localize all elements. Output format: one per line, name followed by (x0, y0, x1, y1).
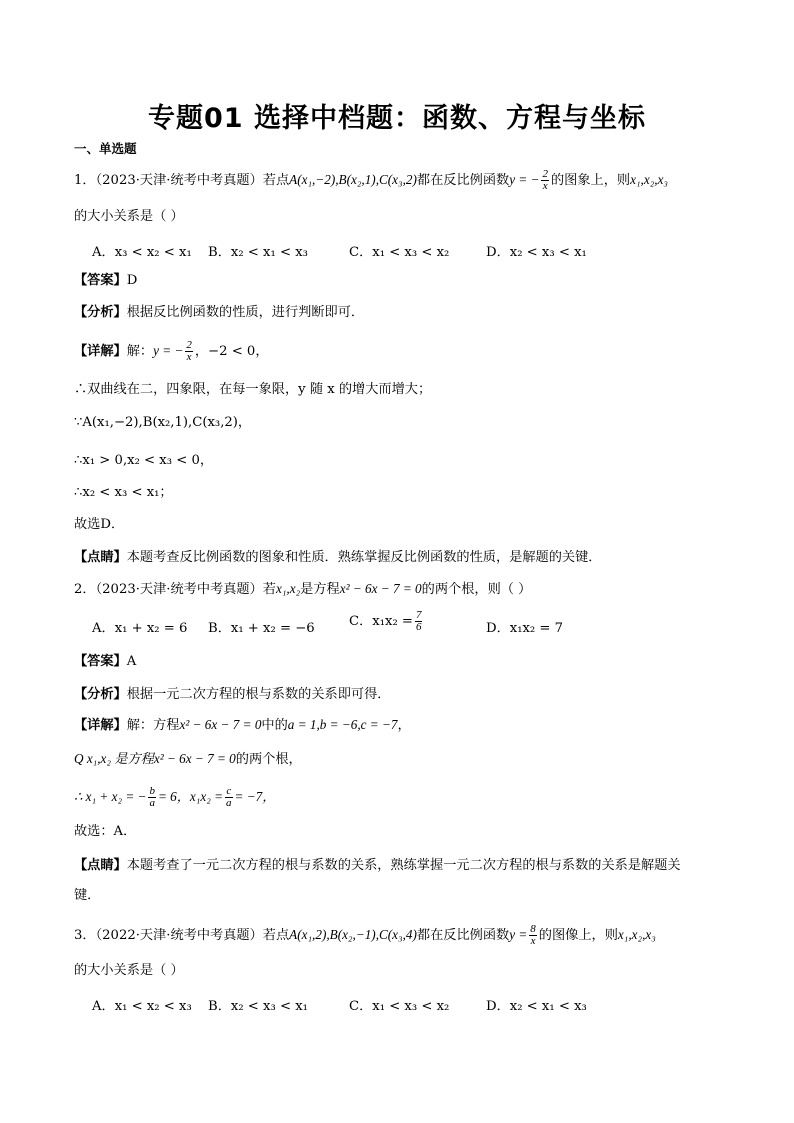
q2-analysis: 【分析】根据一元二次方程的根与系数的关系即可得． (74, 687, 391, 702)
q2-answer: 【答案】A (74, 654, 137, 669)
q1-answer: 【答案】D (74, 273, 138, 288)
question-1-stem-cont: 的大小关系是（ ） (74, 209, 184, 224)
q1-analysis: 【分析】根据反比例函数的性质，进行判断即可． (74, 305, 365, 320)
q3-option-a: A．x₁ < x₂ < x₃ (92, 999, 192, 1014)
fraction: $\frac{c}{a}$ (226, 785, 232, 809)
question-2-stem: 2．（2023·天津·统考中考真题）若x₁,x₂是方程x² − 6x − 7 = 0的两个根，则（ ） (74, 581, 532, 597)
q3-option-b: B．x₂ < x₃ < x₁ (208, 999, 308, 1014)
fraction: $\frac{2}{x}$ (542, 168, 548, 192)
q1-comment: 【点睛】本题考查反比例函数的图象和性质．熟练掌握反比例函数的性质，是解题的关键． (74, 550, 602, 565)
fraction: $\frac{b}{a}$ (149, 785, 155, 809)
q1-step-1: ∴双曲线在二，四象限，在每一象限，y 随 x 的增大而增大； (74, 382, 432, 397)
q3-option-c: C．x₁ < x₃ < x₂ (349, 999, 450, 1014)
q1-step-5: 故选D． (74, 517, 125, 532)
q1-step-4: ∴x₂ < x₃ < x₁； (74, 485, 173, 500)
q2-comment-cont: 键． (74, 888, 101, 903)
q1-option-b: B．x₂ < x₁ < x₃ (208, 245, 308, 260)
q3-option-d: D．x₂ < x₁ < x₃ (486, 999, 587, 1014)
q2-option-c: C．x₁x₂ = $\frac{7}{6}$ (349, 609, 422, 633)
question-3-stem: 3．（2022·天津·统考中考真题）若点A(x₁,2),B(x₂,−1),C(x₃,4)都在反比例函数y = $\frac{8}{x}$ 的图像上，则x₁,x₂,x₃ (74, 923, 656, 947)
q1-detail: 【详解】解：y = − $\frac{2}{x}$ ，−2 < 0， (74, 339, 269, 363)
q1-option-a: A．x₃ < x₂ < x₁ (92, 245, 192, 260)
q2-option-a: A．x₁ + x₂ = 6 (92, 621, 188, 636)
q2-comment: 【点睛】本题考查了一元二次方程的根与系数的关系，熟练掌握一元二次方程的根与系数的关系是解题关 (74, 858, 681, 873)
page-title: 专题01 选择中档题：函数、方程与坐标 (148, 103, 646, 134)
q2-option-d: D．x₁x₂ = 7 (486, 621, 564, 636)
question-3-stem-cont: 的大小关系是（ ） (74, 963, 184, 978)
q2-step-1: Q x₁,x₂ 是方程x² − 6x − 7 = 0的两个根， (74, 751, 302, 767)
fraction: $\frac{8}{x}$ (530, 923, 536, 947)
q2-step-2: ∴ x₁ + x₂ = − $\frac{b}{a}$ = 6，x₁x₂ = $\frac{c}{a}$ = −7， (74, 785, 276, 809)
q1-step-2: ∵A(x₁,−2),B(x₂,1),C(x₃,2)， (74, 415, 252, 430)
q1-option-d: D．x₂ < x₃ < x₁ (486, 245, 587, 260)
q2-detail: 【详解】解：方程x² − 6x − 7 = 0中的a = 1,b = −6,c = −7， (74, 717, 411, 733)
q1-option-c: C．x₁ < x₃ < x₂ (349, 245, 450, 260)
q2-step-3: 故选：A． (74, 824, 137, 839)
section-heading: 一、单选题 (74, 141, 137, 156)
fraction: $\frac{7}{6}$ (415, 609, 422, 633)
question-1-stem: 1．（2023·天津·统考中考真题）若点A(x₁,−2),B(x₂,1),C(x₃,2)都在反比例函数y = − $\frac{2}{x}$ 的图象上，则x₁,x₂,x₃ (74, 168, 669, 192)
fraction: $\frac{2}{x}$ (186, 339, 192, 363)
q2-option-b: B．x₁ + x₂ = −6 (208, 621, 315, 636)
q1-step-3: ∴x₁ > 0,x₂ < x₃ < 0， (74, 453, 214, 468)
